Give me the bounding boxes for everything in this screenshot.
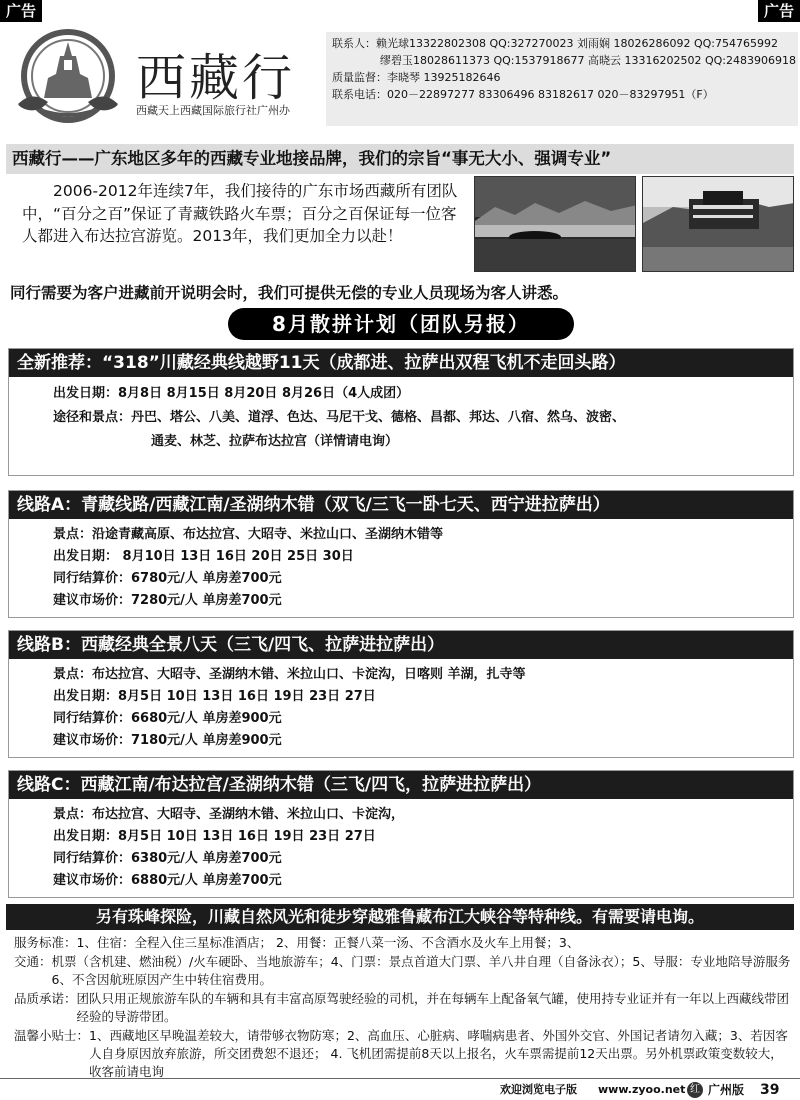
ad-tag-right: 广告	[758, 0, 800, 22]
publication-logo-icon: 红	[687, 1082, 703, 1098]
header	[0, 24, 800, 128]
logo-subtitle: 西藏天上西藏国际旅行社广州办	[136, 104, 290, 117]
brand-banner: 西藏行——广东地区多年的西藏专业地接品牌，我们的宗旨“事无大小、强调专业”	[6, 144, 794, 174]
note-label: 品质承诺：	[14, 991, 77, 1006]
logo	[6, 24, 326, 128]
note-text: 1、住宿：全程入住三星标准酒店； 2、用餐：正餐八菜一汤、不含酒水及火车上用餐；3、	[76, 935, 580, 950]
note-item	[14, 990, 794, 1026]
contact-line: 缪碧玉18028611373 QQ:1537918677 高晓云 13316202502 QQ:2483906918	[380, 54, 796, 67]
contact-line: 质量监督：李晓琴 13925182646	[332, 71, 501, 84]
note-text: 机票（含机建、燃油税）/火车硬卧、当地旅游车；4、门票：景点首道大门票、羊八井自理（自备泳衣）；5、导服：专业地陪导游服务 6、不含因航班原因产生中转住宿费用。	[51, 954, 791, 987]
route-detail: 出发日期： 8月10日 13日 16日 20日 25日 30日	[53, 549, 354, 564]
route-detail: 建议市场价：6880元/人 单房差700元	[53, 873, 282, 888]
route-detail: 景点：沿途青藏高原、布达拉宫、大昭寺、米拉山口、圣湖纳木错等	[53, 527, 444, 542]
briefing-offer: 同行需要为客户进藏前开说明会时，我们可提供无偿的专业人员现场为客人讲悉。	[10, 284, 569, 302]
note-text: 1、西藏地区早晚温差较大，请带够衣物防寒；2、高血压、心脏病、哮喘病患者、外国外交官、外国记者请勿入藏；3、若因客人自身原因放弃旅游，所交团费恕不退还； 4. 飞机团需提前8天以上报名，火车票需提前12天出票。另外机票政策变数较大，收客前请电询	[89, 1028, 788, 1079]
footer-url-link[interactable]: www.zyoo.net	[598, 1083, 686, 1096]
service-notes	[14, 934, 794, 1082]
route-detail: 出发日期：8月5日 10日 13日 16日 19日 23日 27日	[53, 689, 376, 704]
note-item	[14, 934, 794, 952]
ad-tag-left: 广告	[0, 0, 42, 22]
route-detail: 建议市场价：7180元/人 单房差900元	[53, 733, 282, 748]
note-text: 团队只用正规旅游车队的车辆和具有丰富高原驾驶经验的司机，并在每辆车上配备氧气罐，使用持专业证并有一年以上西藏线带团经验的导游带团。	[76, 991, 790, 1024]
potala-photo	[642, 176, 794, 272]
route-detail: 同行结算价：6380元/人 单房差700元	[53, 851, 282, 866]
footer-welcome: 欢迎浏览电子版	[500, 1083, 577, 1096]
page-footer	[0, 1078, 800, 1100]
potala-emblem-icon	[10, 26, 126, 126]
note-item	[14, 953, 794, 989]
route-title: 全新推荐：“318”川藏经典线越野11天（成都进、拉萨出双程飞机不走回头路）	[9, 349, 793, 377]
lake-photo	[474, 176, 636, 272]
contact-box	[326, 32, 798, 126]
special-routes-banner: 另有珠峰探险，川藏自然风光和徒步穿越雅鲁藏布江大峡谷等特种线。有需要请电询。	[6, 904, 794, 930]
route-card	[8, 770, 794, 898]
potala-palace-image	[643, 177, 794, 272]
note-label: 温馨小贴士：	[14, 1028, 90, 1043]
route-card	[8, 348, 794, 476]
route-detail: 景点：布达拉宫、大昭寺、圣湖纳木错、米拉山口、卡淀沟，	[53, 807, 405, 822]
route-detail: 通麦、林芝、拉萨布达拉宫（详情请电询）	[151, 434, 399, 449]
lake-landscape-image	[475, 177, 636, 272]
page-number: 39	[760, 1082, 780, 1098]
route-card	[8, 630, 794, 758]
route-detail: 同行结算价：6680元/人 单房差900元	[53, 711, 282, 726]
contact-line: 联系人：赖光球13322802308 QQ:327270023 刘雨娴 18026286092 QQ:754765992	[332, 37, 778, 50]
route-title: 线路A：青藏线路/西藏江南/圣湖纳木错（双飞/三飞一卧七天、西宁进拉萨出）	[9, 491, 793, 519]
logo-title: 西藏行	[136, 49, 295, 107]
route-detail: 途径和景点：丹巴、塔公、八美、道浮、色达、马尼干戈、德格、昌都、邦达、八宿、然乌、波密、	[53, 410, 626, 425]
route-card	[8, 490, 794, 618]
route-title: 线路B：西藏经典全景八天（三飞/四飞、拉萨进拉萨出）	[9, 631, 793, 659]
note-label: 服务标准：	[14, 935, 77, 950]
route-detail: 出发日期：8月8日 8月15日 8月20日 8月26日（4人成团）	[53, 386, 410, 401]
route-title: 线路C：西藏江南/布达拉宫/圣湖纳木错（三飞/四飞，拉萨进拉萨出）	[9, 771, 793, 799]
note-label: 交通：	[14, 954, 52, 969]
contact-line: 联系电话：020－22897277 83306496 83182617 020－83297951（F）	[332, 88, 714, 101]
route-detail: 建议市场价：7280元/人 单房差700元	[53, 593, 282, 608]
route-detail: 同行结算价：6780元/人 单房差700元	[53, 571, 282, 586]
route-detail: 景点：布达拉宫、大昭寺、圣湖纳木错、米拉山口、卡淀沟，日喀则 羊湖，扎寺等	[53, 667, 526, 682]
route-detail: 出发日期：8月5日 10日 13日 16日 19日 23日 27日	[53, 829, 376, 844]
intro-paragraph: 2006-2012年连续7年，我们接待的广东市场西藏所有团队中，“百分之百”保证了青藏铁路火车票；百分之百保证每一位客人都进入布达拉宫游览。2013年，我们更加全力以赴！	[22, 182, 458, 245]
footer-edition: 广州版	[708, 1083, 745, 1097]
note-item	[14, 1027, 794, 1081]
plan-title: 8月散拼计划（团队另报）	[228, 308, 574, 340]
